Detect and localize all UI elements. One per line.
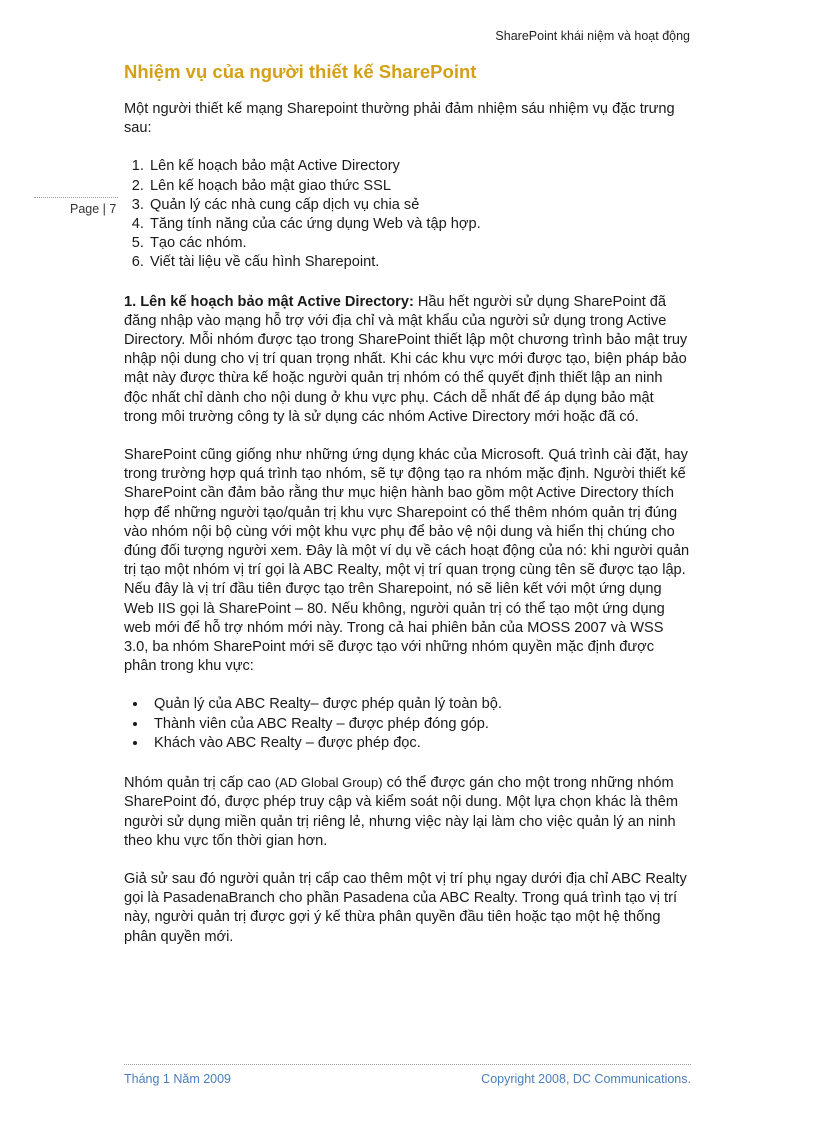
footer-copyright: Copyright 2008, DC Communications.	[481, 1072, 691, 1086]
task-list	[124, 157, 690, 272]
list-item: 5. Tạo các nhóm.	[148, 234, 690, 253]
footer-divider	[124, 1064, 691, 1065]
document-body	[124, 60, 690, 966]
paragraph-2: SharePoint cũng giống như những ứng dụng khác của Microsoft. Quá trình cài đặt, hay trong trường hợp quá trình tạo nhóm, sẽ tự động tạo ra nhóm mặc định. Người thiết kế SharePoint cần đảm bảo rằng thư mục hiện hành bao gồm một Active Directory thích hợp để những người tạo/quản trị khu vực Sharepoint có thể thêm nhóm quản trị đúng vào nhóm nội bộ cùng với một khu vực phụ để bảo vệ nội dung và hiển thị chúng cho đúng đối tượng người xem. Đây là một ví dụ về cách hoạt động của nó: khi người quản trị tạo một nhóm vị trí gọi là ABC Realty, một vị trí quan trọng cùng tên sẽ được tạo lập. Nếu đây là vị trí đầu tiên được tạo trên Sharepoint, nó sẽ liên kết với một ứng dụng Web IIS gọi là SharePoint – 80. Nếu không, người quản trị có thể tạo một ứng dụng web mới để hỗ trợ nhóm mới này. Trong cả hai phiên bản của MOSS 2007 và WSS 3.0, ba nhóm SharePoint mới sẽ được tạo với những nhóm quyền mặc định được phân trong khu vực:	[124, 447, 690, 675]
ad-global-group-note: (AD Global Group)	[274, 775, 383, 791]
section1-heading: 1. Lên kế hoạch bảo mật Active Directory:	[124, 293, 414, 310]
list-item: • Thành viên của ABC Realty – được phép đóng góp.	[148, 715, 690, 734]
paragraph-4: Giả sử sau đó người quản trị cấp cao thêm một vị trí phụ ngay dưới địa chỉ ABC Realty gọi là PasadenaBranch cho phần Pasadena của ABC Realty. Trong quá trình tạo vị trí này, người quản trị được gợi ý kế thừa phân quyền đầu tiên hoặc tạo một hệ thống phân quyền mới.	[124, 870, 687, 945]
margin-divider	[34, 197, 118, 198]
list-item: • Quản lý của ABC Realty– được phép quản lý toàn bộ.	[148, 695, 690, 714]
running-header: SharePoint khái niệm và hoạt động	[495, 29, 690, 43]
list-item: 3. Quản lý các nhà cung cấp dịch vụ chia sẻ	[148, 196, 690, 215]
intro-paragraph: Một người thiết kế mạng Sharepoint thường phải đảm nhiệm sáu nhiệm vụ đặc trưng sau:	[124, 101, 675, 137]
list-item: 4. Tăng tính năng của các ứng dụng Web và tập hợp.	[148, 215, 690, 234]
paragraph-3	[124, 773, 690, 851]
group-list	[124, 695, 690, 753]
footer-date: Tháng 1 Năm 2009	[124, 1072, 232, 1086]
paragraph-3-start: Nhóm quản trị cấp cao	[124, 775, 275, 792]
paragraph-3-end: có thể được gán cho một trong những nhóm SharePoint đó, được phép truy cập và kiểm soát nội dung. Một lựa chọn khác là thêm người sử dụng miền quản trị riêng lẻ, nhưng việc này lại làm cho việc quản lý an ninh theo khu vực tốn thời gian hơn.	[124, 775, 678, 849]
list-item: 2. Lên kế hoạch bảo mật giao thức SSL	[148, 177, 690, 196]
list-item: 1. Lên kế hoạch bảo mật Active Directory	[148, 157, 690, 176]
page-title: Nhiệm vụ của người thiết kế SharePoint	[124, 61, 477, 82]
page-number: Page | 7	[70, 202, 117, 216]
section1-body: Hầu hết người sử dụng SharePoint đã đăng nhập vào mạng hỗ trợ với địa chỉ và mật khẩu của người sử dụng trong Active Directory. Mỗi nhóm được tạo trong SharePoint thiết lập một chương trình bảo mật truy nhập nội dung cho vị trí quan trọng nhất. Khi các khu vực mới được tạo, biện pháp bảo mật này được thừa kế hoặc người quản trị nhóm có thể quyết định thiết lập an ninh độc nhất chỉ dành cho nội dung ở khu vực phụ. Cách dễ nhất để áp dụng bảo mật trong môi trường công ty là sử dụng các nhóm Active Directory mới hoặc đã có.	[124, 293, 688, 425]
list-item: • Khách vào ABC Realty – được phép đọc.	[148, 734, 690, 753]
section1-paragraph	[124, 293, 690, 427]
list-item: 6. Viết tài liệu về cấu hình Sharepoint.	[148, 253, 690, 272]
